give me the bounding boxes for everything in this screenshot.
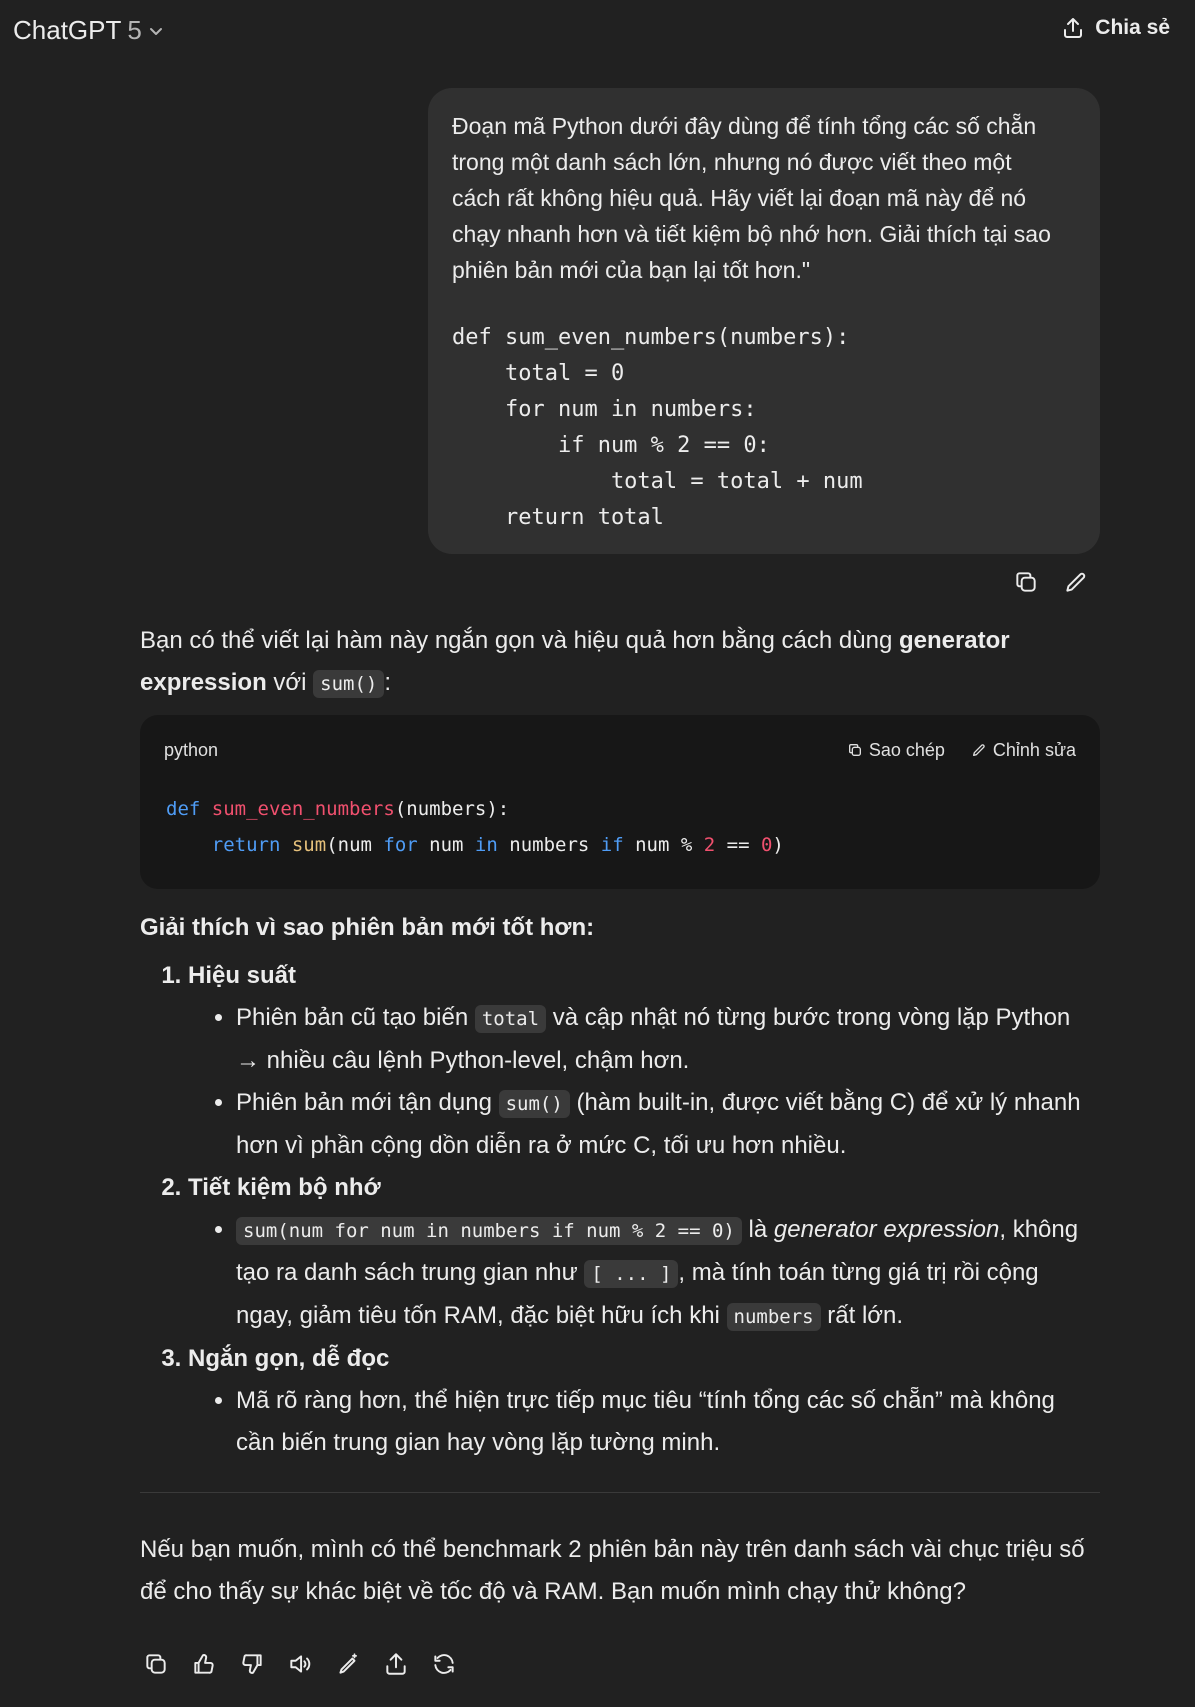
text: , mà tính toán từng giá trị rồi cộng ngay, giảm tiêu tốn RAM, đặc biệt hữu ích khi xyxy=(236,1259,1039,1329)
assistant-message xyxy=(140,620,1100,1613)
copy-icon xyxy=(847,742,863,758)
user-message xyxy=(428,88,1100,554)
assistant-message-actions xyxy=(142,1650,458,1678)
text: Phiên bản cũ tạo biến xyxy=(236,1004,475,1031)
regenerate-button[interactable] xyxy=(430,1650,458,1678)
divider xyxy=(140,1492,1100,1493)
text: Phiên bản mới tận dụng xyxy=(236,1089,499,1116)
thumbs-up-icon xyxy=(191,1651,217,1677)
chevron-down-icon xyxy=(148,23,164,39)
explanation-list xyxy=(140,955,1100,1464)
share-icon xyxy=(1061,16,1085,40)
inline-code: total xyxy=(475,1005,546,1033)
model-selector[interactable] xyxy=(13,15,164,46)
point-title: Tiết kiệm bộ nhớ xyxy=(188,1174,381,1201)
code-edit-label: Chỉnh sửa xyxy=(992,740,1076,760)
inline-code: sum() xyxy=(313,670,384,698)
user-message-actions xyxy=(1012,568,1090,596)
inline-code: sum() xyxy=(499,1090,570,1118)
assistant-closing: Nếu bạn muốn, mình có thể benchmark 2 phiên bản này trên danh sách vài chục triệu số để cho thấy sự khác biệt về tốc độ và RAM. Bạn muốn mình chạy thử không? xyxy=(140,1536,1085,1605)
model-name: ChatGPT xyxy=(13,15,122,45)
share-label: Chia sẻ xyxy=(1095,16,1170,39)
list-item xyxy=(236,1082,1100,1167)
user-message-text: Đoạn mã Python dưới đây dùng để tính tổng các số chẵn trong một danh sách lớn, nhưng nó được viết theo một cách rất không hiệu quả. Hãy viết lại đoạn mã này để nó chạy nhanh hơn và tiết kiệm bộ nhớ hơn. Giải thích tại sao phiên bản mới của bạn lại tốt hơn." xyxy=(452,113,1051,283)
user-message-code: def sum_even_numbers(numbers): total = 0 for num in numbers: if num % 2 == 0: total = total + num return total xyxy=(452,325,863,530)
list-item xyxy=(188,955,1100,1167)
point-title: Hiệu suất xyxy=(188,962,297,989)
code-content: def sum_even_numbers(numbers): return sum(num for num in numbers if num % 2 == 0) xyxy=(166,798,784,856)
list-item xyxy=(236,997,1100,1082)
intro-bold: generator expression xyxy=(140,627,1010,696)
pencil-icon xyxy=(971,742,987,758)
code-language: python xyxy=(164,740,219,760)
share-icon xyxy=(383,1651,409,1677)
refresh-icon xyxy=(431,1651,457,1677)
code-toolbar xyxy=(847,729,1076,771)
code-edit-button[interactable] xyxy=(971,729,1076,771)
section-title: Giải thích vì sao phiên bản mới tốt hơn: xyxy=(140,914,595,941)
thumbs-down-button[interactable] xyxy=(238,1650,266,1678)
model-version: 5 xyxy=(127,15,142,45)
intro-text: Bạn có thể viết lại hàm này ngắn gọn và hiệu quả hơn bằng cách dùng xyxy=(140,627,899,654)
list-item xyxy=(188,1167,1100,1338)
copy-icon xyxy=(1013,569,1039,595)
code-copy-label: Sao chép xyxy=(868,740,945,760)
point-title: Ngắn gọn, dễ đọc xyxy=(188,1345,390,1372)
intro-text-mid: với xyxy=(266,669,314,696)
magic-pencil-icon xyxy=(335,1651,361,1677)
copy-icon xyxy=(143,1651,169,1677)
inline-code: numbers xyxy=(727,1303,821,1331)
pencil-icon xyxy=(1063,569,1089,595)
code-block xyxy=(140,715,1100,889)
copy-button[interactable] xyxy=(142,1650,170,1678)
list-item xyxy=(188,1338,1100,1464)
list-item xyxy=(236,1209,1100,1338)
read-aloud-button[interactable] xyxy=(286,1650,314,1678)
thumbs-down-icon xyxy=(239,1651,265,1677)
inline-code: [ ... ] xyxy=(584,1260,678,1288)
inline-code: sum(num for num in numbers if num % 2 == 0) xyxy=(236,1217,742,1245)
edit-message-button[interactable] xyxy=(1062,568,1090,596)
italic-text: generator expression xyxy=(773,1216,1000,1243)
text: (hàm built-in, được viết bằng C) để xử lý nhanh hơn vì phần cộng dồn diễn ra ở mức C, tối ưu hơn nhiều. xyxy=(236,1089,1081,1159)
speaker-icon xyxy=(287,1651,313,1677)
code-copy-button[interactable] xyxy=(847,729,945,771)
list-item: • Mã rõ ràng hơn, thể hiện trực tiếp mục tiêu “tính tổng các số chẵn” mà không cần biến trung gian hay vòng lặp tường minh. xyxy=(236,1380,1100,1464)
text: là xyxy=(741,1216,774,1243)
text: rất lớn. xyxy=(820,1302,904,1329)
assistant-intro xyxy=(140,620,1100,705)
header xyxy=(0,0,1195,62)
share-response-button[interactable] xyxy=(382,1650,410,1678)
thumbs-up-button[interactable] xyxy=(190,1650,218,1678)
edit-in-canvas-button[interactable] xyxy=(334,1650,362,1678)
share-button[interactable] xyxy=(1061,16,1170,40)
intro-end: : xyxy=(384,669,392,696)
text: , không tạo ra danh sách trung gian như xyxy=(236,1216,1079,1286)
copy-button[interactable] xyxy=(1012,568,1040,596)
text: và cập nhật nó từng bước trong vòng lặp Python → nhiều câu lệnh Python-level, chậm hơn. xyxy=(236,1004,1071,1074)
